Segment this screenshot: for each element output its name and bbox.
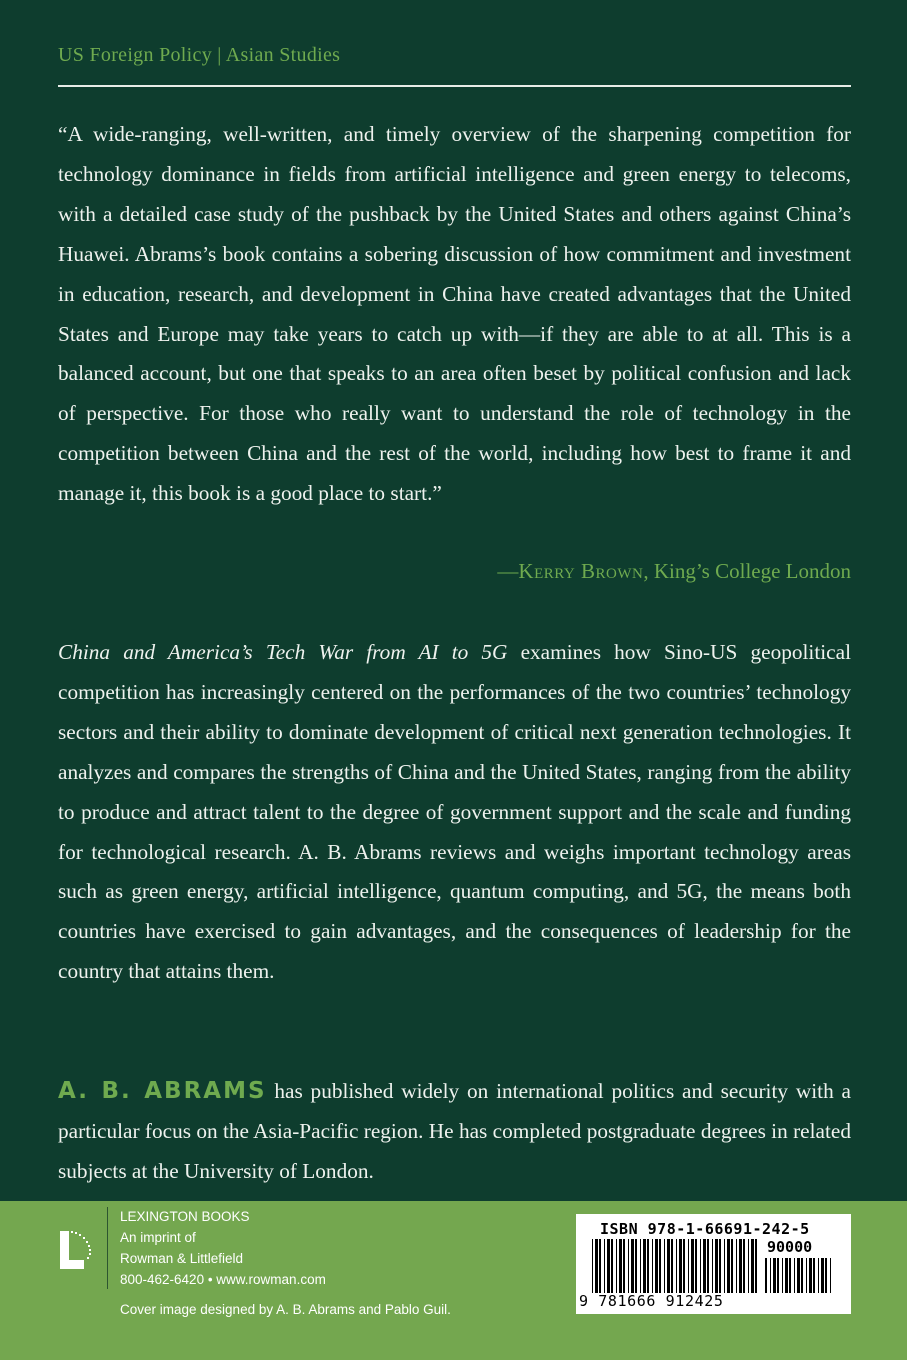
barcode-bar: [813, 1258, 815, 1293]
barcode-bar: [667, 1239, 670, 1293]
header-divider: [58, 85, 851, 87]
barcode-bar: [671, 1239, 673, 1293]
barcode-bar: [659, 1239, 661, 1293]
ean-barcode-bars: [592, 1239, 760, 1293]
author-bio: [58, 1072, 851, 1192]
publisher-info: [120, 1206, 326, 1290]
barcode-bar: [611, 1239, 613, 1293]
barcode-bar: [676, 1239, 677, 1293]
barcode-bar: [623, 1239, 625, 1293]
barcode-bar: [607, 1239, 610, 1293]
author-bio-text: has published widely on international politics and security with a particular focus on the Asia-Pacific region. He has completed postgraduate degrees in related subjects at the University of London.: [58, 1079, 852, 1183]
barcode-bar: [830, 1258, 831, 1293]
barcode-bar: [679, 1239, 682, 1293]
barcode-bar: [719, 1239, 721, 1293]
barcode-bar: [631, 1239, 634, 1293]
barcode-bar: [773, 1258, 776, 1293]
barcode-bar: [688, 1239, 689, 1293]
ean-digits: 9 781666 912425: [579, 1292, 724, 1310]
barcode-bar: [739, 1239, 742, 1293]
barcode-bar: [818, 1258, 819, 1293]
barcode-bar: [652, 1239, 653, 1293]
publisher-name: LEXINGTON BOOKS: [120, 1209, 250, 1224]
barcode-bar: [599, 1239, 601, 1293]
addon-barcode-bars: [765, 1258, 835, 1293]
barcode-bar: [643, 1239, 646, 1293]
barcode-bar: [604, 1239, 605, 1293]
barcode-bar: [640, 1239, 641, 1293]
book-title: China and America’s Tech War from AI to 5G: [58, 640, 508, 664]
barcode-bar: [628, 1239, 629, 1293]
barcode-bar: [821, 1258, 824, 1293]
barcode-bar: [782, 1258, 783, 1293]
barcode-bar: [809, 1258, 812, 1293]
barcode-bar: [647, 1239, 649, 1293]
attribution-dash: —: [497, 559, 519, 583]
footer-divider: [107, 1207, 108, 1289]
description-body: examines how Sino-US geopolitical competition has increasingly centered on the performances of the two countries’ technology sectors and their ability to dominate development of critical next generation technologies. It analyzes and compares the strengths of China and the United States, ranging from the ability to produce and attract talent to the degree of government support and the scale and funding for technological research. A. B. Abrams reviews and weighs important technology areas such as green energy, artificial intelligence, quantum computing, and 5G, the means both countries have exercised to gain advantages, and the consequences of leadership for the country that attains them.: [58, 640, 852, 984]
barcode-bar: [700, 1239, 701, 1293]
barcode-bar: [707, 1239, 709, 1293]
endorsement-quote: “A wide-ranging, well-written, and timely overview of the sharpening competition for technology dominance in fields from artificial intelligence and green energy to telecoms, with a detailed case study of the pushback by the United States and others against China’s Huawei. Abrams’s book contains a sobering discussion of how commitment and investment in education, research, and development in China have created advantages that the United States and Europe may take years to catch up with—if they are able to at all. This is a balanced account, but one that speaks to an area often beset by political confusion and lack of perspective. For those who really want to understand the role of technology in the competition between China and the rest of the world, including how best to frame it and manage it, this book is a good place to start.”: [58, 122, 851, 506]
barcode-bar: [765, 1258, 767, 1293]
publisher-imprint: An imprint of: [120, 1230, 196, 1245]
barcode-bar: [794, 1258, 795, 1293]
barcode-bar: [770, 1258, 771, 1293]
cover-credit: Cover image designed by A. B. Abrams and Pablo Guil.: [120, 1302, 451, 1317]
barcode-bar: [635, 1239, 637, 1293]
author-name: A. B. ABRAMS: [58, 1078, 267, 1104]
barcode-bar: [806, 1258, 807, 1293]
barcode-bar: [777, 1258, 779, 1293]
isbn-barcode: [576, 1214, 851, 1314]
barcode-bar: [619, 1239, 622, 1293]
barcode-bar: [683, 1239, 685, 1293]
attribution-affiliation: , King’s College London: [643, 559, 851, 583]
barcode-bar: [691, 1239, 694, 1293]
barcode-bar: [801, 1258, 803, 1293]
book-description: [58, 633, 851, 992]
quote-attribution: [497, 559, 851, 584]
category-header: US Foreign Policy | Asian Studies: [58, 44, 341, 66]
barcode-bar: [751, 1239, 754, 1293]
barcode-bar: [789, 1258, 791, 1293]
barcode-bar: [664, 1239, 665, 1293]
barcode-bar: [595, 1239, 598, 1293]
isbn-label: ISBN 978-1-66691-242-5: [600, 1220, 810, 1238]
barcode-bar: [797, 1258, 800, 1293]
barcode-bar: [748, 1239, 749, 1293]
barcode-bar: [703, 1239, 706, 1293]
barcode-bar: [755, 1239, 757, 1293]
barcode-bar: [616, 1239, 617, 1293]
lexington-logo-icon: [58, 1223, 98, 1273]
barcode-bar: [736, 1239, 737, 1293]
barcode-bar: [825, 1258, 827, 1293]
barcode-bar: [592, 1239, 593, 1293]
barcode-bar: [712, 1239, 713, 1293]
barcode-bar: [731, 1239, 733, 1293]
attribution-name: Kerry Brown: [518, 559, 644, 583]
barcode-bar: [724, 1239, 725, 1293]
barcode-bar: [785, 1258, 788, 1293]
barcode-bar: [743, 1239, 745, 1293]
barcode-bar: [715, 1239, 718, 1293]
price-code: 90000: [767, 1238, 813, 1256]
barcode-bar: [655, 1239, 658, 1293]
barcode-bar: [695, 1239, 697, 1293]
publisher-parent: Rowman & Littlefield: [120, 1251, 244, 1266]
publisher-contact: 800-462-6420 • www.rowman.com: [120, 1272, 326, 1287]
barcode-bar: [727, 1239, 730, 1293]
